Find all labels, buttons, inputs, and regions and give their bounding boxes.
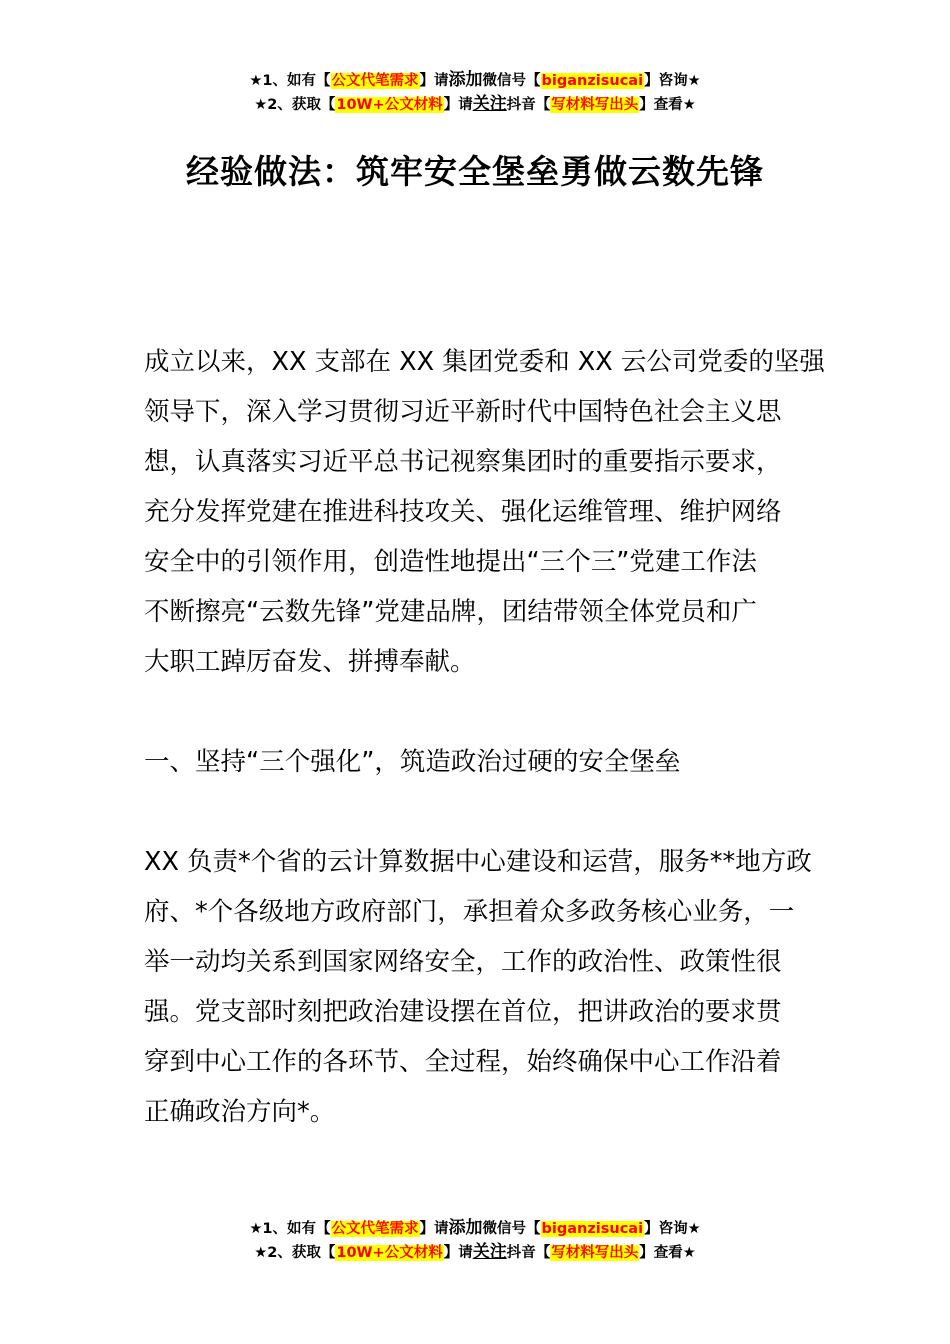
text-line: 府、*个各级地方政府部门，承担着众多政务核心业务，一	[144, 897, 795, 927]
star-icon: ★	[249, 73, 263, 89]
banner-line-1: ★1、如有【公文代笔需求】请添加微信号【biganzisucai】咨询★	[249, 1218, 701, 1238]
highlight-materials: 10W+公文材料	[336, 1245, 443, 1261]
section-heading: 一、坚持“三个强化”，筑造政治过硬的安全堡垒	[144, 747, 681, 777]
banner-line-2: ★2、获取【10W+公文材料】请关注抖音【写材料写出头】查看★	[254, 1242, 696, 1262]
star-icon: ★	[254, 97, 268, 113]
page-title: 经验做法：筑牢安全堡垒勇做云数先锋	[186, 152, 764, 191]
highlight-wechat-id: biganzisucai	[541, 1221, 644, 1237]
footer-banner	[0, 1217, 950, 1265]
text-line: 强。党支部时刻把政治建设摆在首位，把讲政治的要求贯	[144, 997, 782, 1027]
text-line: 想，认真落实习近平总书记视察集团时的重要指示要求，	[144, 447, 782, 477]
highlight-douyin-account: 写材料写出头	[551, 1245, 639, 1261]
text-line: 成立以来，XX 支部在 XX 集团党委和 XX 云公司党委的坚强	[144, 347, 825, 377]
highlight-douyin-account: 写材料写出头	[551, 97, 639, 113]
text-line: 正确政治方向*。	[144, 1097, 336, 1127]
paragraph-section-1	[144, 837, 810, 1137]
text-line: 穿到中心工作的各环节、全过程，始终确保中心工作沿着	[144, 1047, 782, 1077]
star-icon: ★	[687, 1221, 701, 1237]
header-banner	[0, 69, 950, 117]
text-line: 大职工踔厉奋发、拼搏奉献。	[144, 647, 476, 677]
text-line: XX 负责*个省的云计算数据中心建设和运营，服务**地方政	[144, 847, 812, 877]
highlight-service: 公文代笔需求	[331, 1221, 419, 1237]
star-icon: ★	[687, 73, 701, 89]
banner-line-2: ★2、获取【10W+公文材料】请关注抖音【写材料写出头】查看★	[254, 94, 696, 114]
text-line: 充分发挥党建在推进科技攻关、强化运维管理、维护网络	[144, 497, 782, 527]
star-icon: ★	[249, 1221, 263, 1237]
banner-line-1: ★1、如有【公文代笔需求】请添加微信号【biganzisucai】咨询★	[249, 70, 701, 90]
text-line: 安全中的引领作用，创造性地提出“三个三”党建工作法	[144, 547, 757, 577]
star-icon: ★	[682, 97, 696, 113]
text-line: 领导下，深入学习贯彻习近平新时代中国特色社会主义思	[144, 397, 782, 427]
highlight-materials: 10W+公文材料	[336, 97, 443, 113]
text-line: 不断擦亮“云数先锋”党建品牌，团结带领全体党员和广	[144, 597, 757, 627]
paragraph-intro	[144, 337, 825, 687]
star-icon: ★	[682, 1245, 696, 1261]
star-icon: ★	[254, 1245, 268, 1261]
highlight-wechat-id: biganzisucai	[541, 73, 644, 89]
text-line: 举一动均关系到国家网络安全，工作的政治性、政策性很	[144, 947, 782, 977]
highlight-service: 公文代笔需求	[331, 73, 419, 89]
